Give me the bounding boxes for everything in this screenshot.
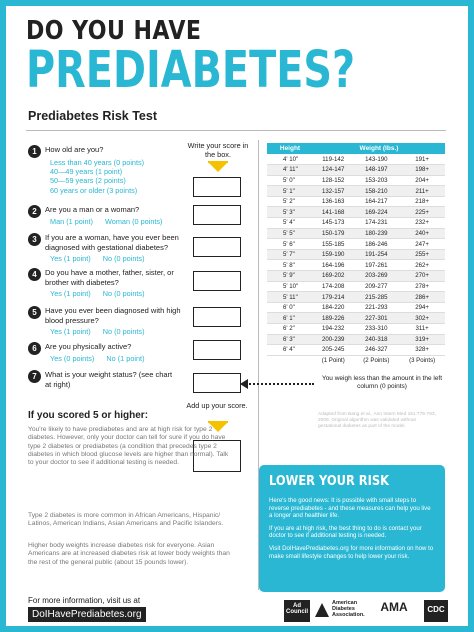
dotted-arrow	[246, 383, 314, 385]
cdc-logo: CDC	[424, 600, 448, 622]
down-arrow-icon	[209, 163, 227, 172]
score-box-7[interactable]	[193, 373, 241, 393]
height-cell: 5' 1"	[267, 186, 313, 197]
number-badge: 1	[28, 145, 41, 158]
option: 50—59 years (2 points)	[50, 176, 126, 186]
height-header: Height	[267, 143, 313, 154]
panel-text: Here's the good news: It is possible with small steps to reverse prediabetes - and these measures can help you live a longer and healthier life.	[269, 497, 431, 520]
weight-cell: 270+	[399, 271, 445, 282]
score-box-5[interactable]	[193, 307, 241, 327]
weight-cell: 191-254	[353, 249, 399, 260]
score-box-6[interactable]	[193, 340, 241, 360]
height-cell: 5' 7"	[267, 249, 313, 260]
weight-cell: 278+	[399, 281, 445, 292]
weight-cell: 189-226	[313, 313, 353, 324]
weight-cell: 191+	[399, 154, 445, 165]
weight-cell: 218+	[399, 196, 445, 207]
option: 60 years or older (3 points)	[50, 185, 138, 195]
weight-cell: 169-224	[353, 207, 399, 218]
panel-text: If you are at high risk, the best thing to do is contact your doctor to see if additional testing is needed.	[269, 524, 422, 540]
height-cell: 6' 1"	[267, 313, 313, 324]
question-text: What is your weight status? (see chart at right)	[45, 370, 173, 389]
weight-cell: 209-277	[353, 281, 399, 292]
weight-cell: 174-208	[313, 281, 353, 292]
panel-text: Visit DoIHavePrediabetes.org for more information on how to make small lifestyle changes to help lower your risk.	[269, 544, 434, 560]
weight-cell: 186-246	[353, 239, 399, 250]
question-4	[28, 268, 188, 298]
height-cell: 5' 5"	[267, 228, 313, 239]
subtitle: Prediabetes Risk Test	[28, 109, 157, 123]
table-row	[267, 196, 445, 207]
number-badge: 4	[28, 268, 41, 281]
weight-cell: 153-203	[353, 175, 399, 186]
table-row	[267, 249, 445, 260]
score-prompt: Write your score in the box.	[187, 141, 249, 159]
weight-cell: 286+	[399, 292, 445, 303]
table-row	[267, 186, 445, 197]
height-cell: 5' 3"	[267, 207, 313, 218]
table-row	[267, 292, 445, 303]
score-box-3[interactable]	[193, 237, 241, 257]
weight-cell: 246-327	[353, 345, 399, 356]
question-6	[28, 342, 188, 363]
weight-cell: 184-220	[313, 302, 353, 313]
weight-cell: 203-269	[353, 271, 399, 282]
option: 40—49 years (1 point)	[50, 166, 123, 176]
weight-cell: 215-285	[353, 292, 399, 303]
weight-cell: 319+	[399, 334, 445, 345]
question-text: Do you have a mother, father, sister, or brother with diabetes?	[45, 268, 174, 287]
height-cell: 6' 2"	[267, 324, 313, 335]
weight-cell: 155-185	[313, 239, 353, 250]
score-box-4[interactable]	[193, 271, 241, 291]
weight-cell: 204+	[399, 175, 445, 186]
question-5	[28, 306, 188, 336]
score-box-2[interactable]	[193, 205, 241, 225]
number-badge: 5	[28, 306, 41, 319]
table-row	[267, 324, 445, 335]
weight-cell: 143-190	[353, 154, 399, 165]
question-text: Have you ever been diagnosed with high blood pressure?	[45, 306, 181, 325]
weight-cell: 124-147	[313, 165, 353, 176]
weight-cell: 164-217	[353, 196, 399, 207]
weight-cell: 150-179	[313, 228, 353, 239]
points-row	[267, 355, 445, 366]
weight-cell: 328+	[399, 345, 445, 356]
table-row	[267, 334, 445, 345]
title-line2: PREDIABETES?	[26, 41, 356, 100]
ada-logo	[314, 600, 374, 622]
weight-cell: 169-202	[313, 271, 353, 282]
question-text: Are you physically active?	[45, 342, 132, 351]
question-1	[28, 145, 188, 195]
weight-cell: 211+	[399, 186, 445, 197]
height-cell: 5' 9"	[267, 271, 313, 282]
ama-logo: AMA	[380, 600, 408, 614]
weight-table	[267, 143, 445, 366]
option: No (0 points)	[102, 327, 145, 336]
citation: Adapted from Bang et al., Ann Intern Med 151:775-783, 2009. Original algorithm was validated without gestational diabetes as part of the model.	[318, 412, 436, 429]
number-badge: 6	[28, 342, 41, 355]
weight-cell: 233-310	[353, 324, 399, 335]
table-row	[267, 345, 445, 356]
height-cell: 5' 8"	[267, 260, 313, 271]
table-row	[267, 175, 445, 186]
weight-cell: 240+	[399, 228, 445, 239]
weight-cell: 205-245	[313, 345, 353, 356]
question-text: How old are you?	[45, 145, 104, 154]
lower-risk-panel	[259, 465, 445, 592]
weight-cell: 136-163	[313, 196, 353, 207]
height-cell: 6' 0"	[267, 302, 313, 313]
score-box-1[interactable]	[193, 177, 241, 197]
risk-explanation: You're likely to have prediabetes and are at high risk for type 2 diabetes. However, only your doctor can tell for sure if you do have type 2 diabetes or prediabetes (a condition that precedes type 2 diabetes in which blood glucose levels are higher than normal). Talk to your doctor to see if additional testing is needed.	[28, 426, 229, 467]
table-row	[267, 313, 445, 324]
question-text: Are you a man or a woman?	[45, 205, 140, 214]
ethnicity-note: Type 2 diabetes is more common in African Americans, Hispanic/ Latinos, American Indians, Asian Americans and Pacific Islanders.	[28, 512, 224, 528]
weight-cell: 158-210	[353, 186, 399, 197]
table-row	[267, 218, 445, 229]
table-row	[267, 154, 445, 165]
weight-cell: 200-239	[313, 334, 353, 345]
height-cell: 5' 6"	[267, 239, 313, 250]
weight-cell: 128-152	[313, 175, 353, 186]
height-cell: 5' 4"	[267, 218, 313, 229]
weight-cell: 164-196	[313, 260, 353, 271]
option: No (1 point)	[106, 353, 145, 363]
weight-cell: 119-142	[313, 154, 353, 165]
weight-cell: 194-232	[313, 324, 353, 335]
scored-heading: If you scored 5 or higher:	[28, 410, 149, 421]
table-row	[267, 281, 445, 292]
points-cell: (1 Point)	[313, 355, 353, 366]
weight-cell: 221-293	[353, 302, 399, 313]
weight-cell: 225+	[399, 207, 445, 218]
table-row	[267, 165, 445, 176]
add-up-label: Add up your score.	[186, 401, 248, 410]
weight-cell: 240-318	[353, 334, 399, 345]
weight-cell: 148-197	[353, 165, 399, 176]
table-row	[267, 207, 445, 218]
table-row	[267, 302, 445, 313]
weight-cell: 197-261	[353, 260, 399, 271]
points-cell: (2 Points)	[353, 355, 399, 366]
weight-cell: 145-173	[313, 218, 353, 229]
left-arrow-icon	[240, 379, 248, 389]
height-cell: 4' 10"	[267, 154, 313, 165]
weight-cell: 311+	[399, 324, 445, 335]
weight-cell: 179-214	[313, 292, 353, 303]
empty-cell	[267, 355, 313, 366]
weight-cell: 255+	[399, 249, 445, 260]
ad-council-logo: Ad Council	[284, 600, 310, 622]
height-cell: 4' 11"	[267, 165, 313, 176]
height-cell: 5' 2"	[267, 196, 313, 207]
weight-cell: 227-301	[353, 313, 399, 324]
table-row	[267, 228, 445, 239]
height-cell: 5' 10"	[267, 281, 313, 292]
option: No (0 points)	[102, 254, 145, 263]
height-cell: 6' 4"	[267, 345, 313, 356]
weight-cell: 302+	[399, 313, 445, 324]
weight-header: Weight (lbs.)	[313, 143, 445, 154]
option: Yes (1 point)	[50, 254, 91, 263]
question-3	[28, 233, 188, 263]
question-7	[28, 370, 178, 389]
weight-cell: 247+	[399, 239, 445, 250]
height-cell: 5' 11"	[267, 292, 313, 303]
title-line1: DO YOU HAVE	[26, 16, 202, 46]
number-badge: 7	[28, 370, 41, 383]
height-cell: 5' 0"	[267, 175, 313, 186]
option: Yes (1 point)	[50, 289, 91, 298]
panel-title: LOWER YOUR RISK	[269, 473, 390, 489]
option: Woman (0 points)	[105, 216, 163, 226]
ada-logo-text: American Diabetes Association.	[332, 600, 365, 618]
points-cell: (3 Points)	[399, 355, 445, 366]
option: Yes (1 point)	[50, 327, 91, 336]
weight-cell: 294+	[399, 302, 445, 313]
weight-cell: 141-168	[313, 207, 353, 218]
weight-note: Higher body weights increase diabetes risk for everyone. Asian Americans are at increased diabetes risk at lower body weights than the rest of the general public (about 15 pounds lower).	[28, 542, 230, 566]
weight-cell: 132-157	[313, 186, 353, 197]
weight-cell: 232+	[399, 218, 445, 229]
option: Man (1 point)	[50, 216, 93, 226]
weight-cell: 180-239	[353, 228, 399, 239]
table-row	[267, 271, 445, 282]
height-cell: 6' 3"	[267, 334, 313, 345]
footer-url[interactable]: DoIHavePrediabetes.org	[28, 607, 146, 622]
weight-cell: 159-190	[313, 249, 353, 260]
weight-cell: 262+	[399, 260, 445, 271]
footer-text: For more information, visit us at	[28, 596, 141, 605]
question-2	[28, 205, 188, 226]
option: Less than 40 years (0 points)	[50, 157, 145, 167]
divider	[26, 130, 446, 131]
table-row	[267, 260, 445, 271]
weight-cell: 198+	[399, 165, 445, 176]
number-badge: 3	[28, 233, 41, 246]
question-text: If you are a woman, have you ever been diagnosed with gestational diabetes?	[45, 233, 179, 252]
number-badge: 2	[28, 205, 41, 218]
weight-cell: 174-231	[353, 218, 399, 229]
zero-points-note: You weigh less than the amount in the left column (0 points)	[321, 375, 443, 390]
table-row	[267, 239, 445, 250]
option: No (0 points)	[102, 289, 145, 298]
option: Yes (0 points)	[50, 353, 95, 363]
